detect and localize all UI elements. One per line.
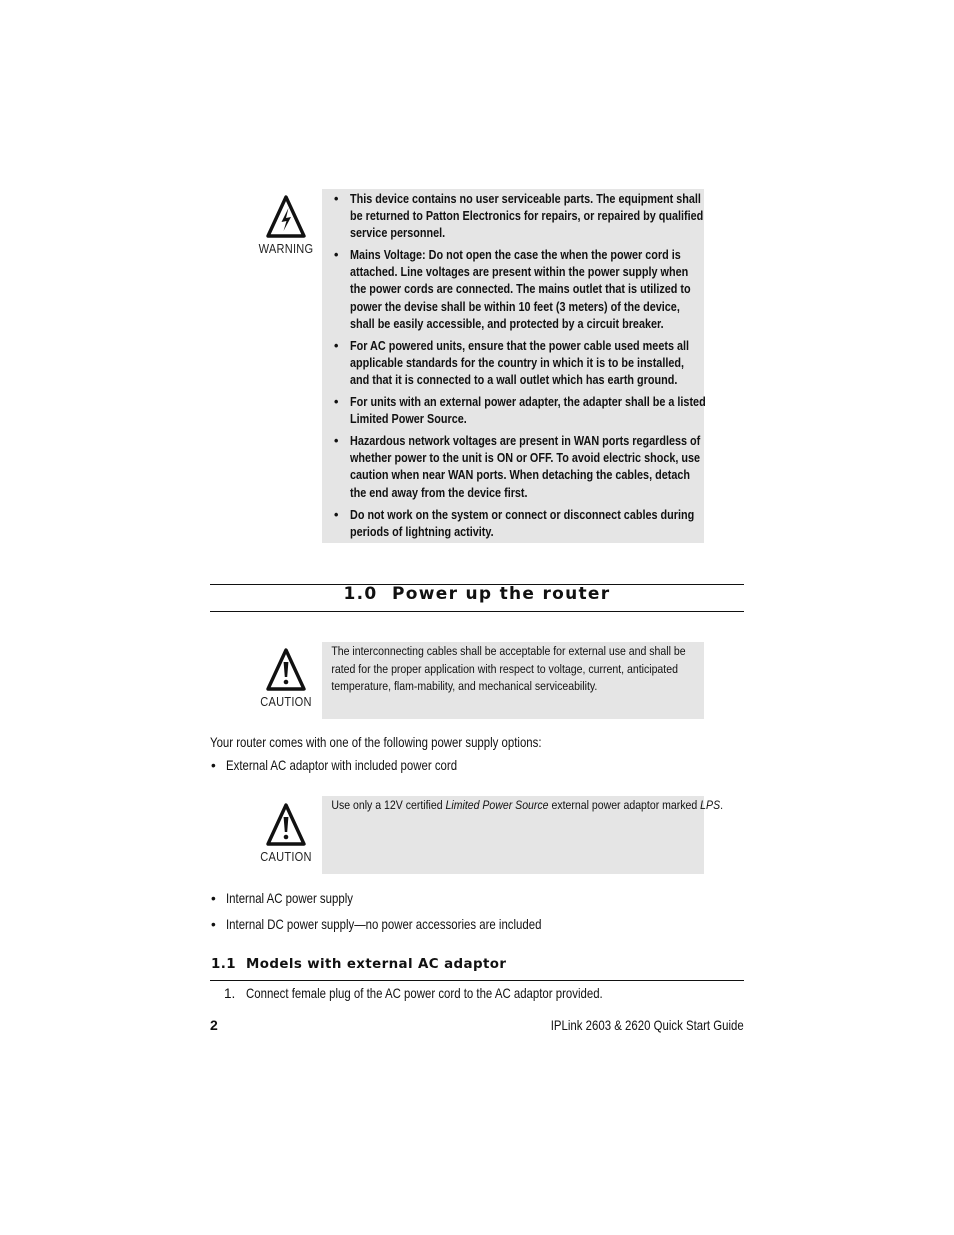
caution-icon-block-2: [251, 802, 321, 864]
warning-item: • Hazardous network voltages are present in WAN ports regardless of whether power to the unit is ON or OFF. To avoid electric shock, use caution when near WAN ports. When detaching the cables, detach the end away from the device first.: [322, 433, 704, 501]
warning-panel: [322, 189, 704, 543]
warning-lightning-triangle-icon: [251, 194, 321, 240]
warning-item: • Mains Voltage: Do not open the case the when the power cord is attached. Line voltages are present within the power supply when the power cords are connected. The mains outlet that is utilized to power the devise shall be within 10 feet (3 meters) of the device, shall be easily accessible, and protected by a circuit breaker.: [322, 247, 704, 332]
warning-item: • For units with an external power adapter, the adapter shall be a listed Limited Power Source.: [322, 394, 704, 428]
caution-exclamation-triangle-icon: [251, 647, 321, 693]
bullet: •: [211, 891, 216, 906]
power-options-intro: Your router comes with one of the following power supply options:: [210, 735, 542, 750]
warning-list: [322, 189, 704, 541]
caution-text: The interconnecting cables shall be acceptable for external use and shall be rated for the proper application with respect to voltage, current, anticipated temperature, flam-mability, and mechanical serviceability.: [331, 644, 686, 694]
warning-item: • For AC powered units, ensure that the power cable used meets all applicable standards for the country in which it is to be installed, and that it is connected to a wall outlet which has earth ground.: [322, 338, 704, 389]
warning-icon-block: [251, 194, 321, 256]
caution-panel-2: [322, 796, 724, 874]
power-option-text: Internal DC power supply—no power accessories are included: [226, 917, 542, 932]
caution-label: CAUTION: [260, 694, 312, 709]
caution-exclamation-triangle-icon: [251, 802, 321, 848]
subsection-rule: [210, 980, 744, 981]
step-number: 1.: [224, 986, 236, 1001]
step-text: Connect female plug of the AC power cord to the AC adaptor provided.: [246, 986, 603, 1001]
warning-label: WARNING: [258, 241, 314, 256]
subsection-number: 1.1: [211, 957, 236, 972]
bullet: •: [211, 758, 216, 773]
page-number: 2: [210, 1017, 218, 1033]
warning-item: • This device contains no user serviceable parts. The equipment shall be returned to Patton Electronics for repairs, or repaired by qualified service personnel.: [322, 191, 704, 242]
section-number: 1.0: [343, 584, 378, 604]
caution-icon-block-1: [251, 647, 321, 709]
caution-text: Use only a 12V certified Limited Power Source external power adaptor marked LPS.: [331, 798, 724, 812]
caution-label: CAUTION: [260, 849, 312, 864]
footer-title: IPLink 2603 & 2620 Quick Start Guide: [551, 1018, 744, 1033]
section-bottom-rule: [210, 611, 744, 612]
power-option-text: External AC adaptor with included power cord: [226, 758, 458, 773]
subsection-title: Models with external AC adaptor: [246, 957, 507, 972]
caution-panel-1: [322, 642, 704, 719]
section-heading: [210, 584, 744, 604]
subsection-heading: [211, 957, 506, 972]
warning-item: • Do not work on the system or connect or disconnect cables during periods of lightning activity.: [322, 507, 704, 541]
power-option-text: Internal AC power supply: [226, 891, 353, 906]
section-title: Power up the router: [392, 584, 611, 604]
bullet: •: [211, 917, 216, 932]
